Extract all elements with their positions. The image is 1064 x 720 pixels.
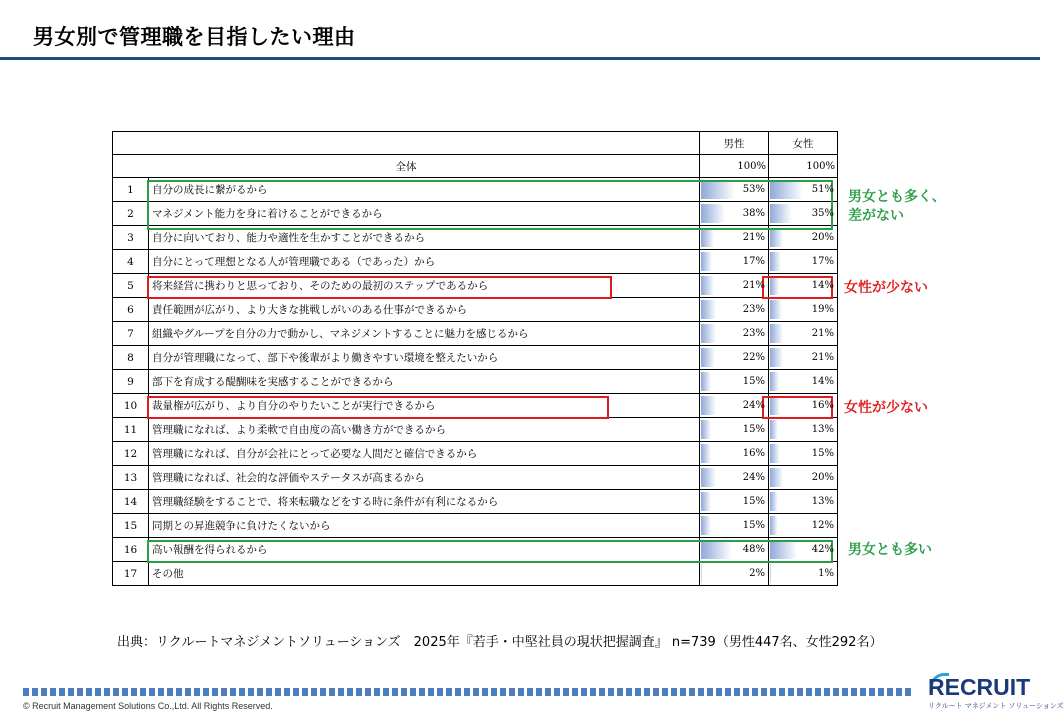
male-percent-label: 24% bbox=[742, 472, 765, 483]
highlight-box-row-5-label bbox=[147, 276, 612, 299]
female-bar bbox=[770, 516, 778, 535]
male-value-cell bbox=[700, 442, 769, 466]
row-number: 1 bbox=[113, 178, 149, 202]
row-number: 8 bbox=[113, 346, 149, 370]
table-row bbox=[113, 346, 838, 370]
female-value-cell bbox=[769, 346, 838, 370]
row-number: 12 bbox=[113, 442, 149, 466]
female-bar bbox=[770, 348, 783, 367]
logo-subtext: リクルート マネジメント ソリューションズ bbox=[928, 703, 1064, 710]
female-percent-label: 13% bbox=[811, 424, 834, 435]
source-note: 出典：リクルートマネジメントソリューションズ 2025年『若手・中堅社員の現状把握調査』 n=739（男性447名、女性292名） bbox=[117, 635, 883, 650]
male-bar bbox=[701, 492, 711, 511]
male-bar bbox=[701, 348, 715, 367]
female-percent-label: 21% bbox=[811, 352, 834, 363]
row-label: 自分が管理職になって、部下や後輩がより働きやすい環境を整えたいから bbox=[149, 346, 700, 370]
female-value-cell bbox=[769, 562, 838, 586]
male-value-cell bbox=[700, 394, 769, 418]
copyright-text: © Recruit Management Solutions Co.,Ltd. All Rights Reserved. bbox=[23, 701, 273, 711]
row-label: 組織やグループを自分の力で動かし、マネジメントすることに魅力を感じるから bbox=[149, 322, 700, 346]
male-bar bbox=[701, 444, 711, 463]
row-number: 3 bbox=[113, 226, 149, 250]
male-bar bbox=[701, 564, 702, 583]
row-number: 10 bbox=[113, 394, 149, 418]
female-percent-label: 35% bbox=[811, 208, 834, 219]
male-percent-label: 21% bbox=[742, 232, 765, 243]
annotation-female-low-10: 女性が少ない bbox=[844, 400, 928, 416]
female-bar bbox=[770, 492, 778, 511]
table-row bbox=[113, 442, 838, 466]
table-row bbox=[113, 490, 838, 514]
male-bar bbox=[701, 516, 711, 535]
row-label: 管理職になれば、社会的な評価やステータスが高まるから bbox=[149, 466, 700, 490]
row-label: 管理職経験をすることで、将来転職などをする時に条件が有利になるから bbox=[149, 490, 700, 514]
male-percent-label: 15% bbox=[742, 520, 765, 531]
male-bar bbox=[701, 276, 714, 295]
female-percent-label: 20% bbox=[811, 472, 834, 483]
row-number: 15 bbox=[113, 514, 149, 538]
male-bar bbox=[701, 324, 716, 343]
female-percent-label: 12% bbox=[811, 520, 834, 531]
female-bar bbox=[770, 444, 780, 463]
male-bar bbox=[701, 228, 714, 247]
row-label: マネジメント能力を身に着けることができるから bbox=[149, 202, 700, 226]
table-row bbox=[113, 298, 838, 322]
female-percent-label: 13% bbox=[811, 496, 834, 507]
male-bar bbox=[701, 468, 716, 487]
male-percent-label: 21% bbox=[742, 280, 765, 291]
female-value-cell bbox=[769, 490, 838, 514]
table-row bbox=[113, 370, 838, 394]
page-title: 男女別で管理職を目指したい理由 bbox=[33, 25, 356, 49]
male-percent-label: 48% bbox=[742, 544, 765, 555]
male-percent-label: 15% bbox=[742, 496, 765, 507]
female-bar bbox=[770, 324, 783, 343]
highlight-box-row-16 bbox=[147, 540, 833, 563]
row-label: 裁量権が広がり、より自分のやりたいことが実行できるから bbox=[149, 394, 700, 418]
table-row bbox=[113, 466, 838, 490]
female-bar bbox=[770, 228, 783, 247]
row-number: 16 bbox=[113, 538, 149, 562]
male-value-cell bbox=[700, 322, 769, 346]
female-percent-label: 21% bbox=[811, 328, 834, 339]
male-value-cell bbox=[700, 250, 769, 274]
row-label: 管理職になれば、より柔軟で自由度の高い働き方ができるから bbox=[149, 418, 700, 442]
row-number: 4 bbox=[113, 250, 149, 274]
female-value-cell bbox=[769, 442, 838, 466]
header-blank bbox=[113, 132, 700, 155]
male-percent-label: 17% bbox=[742, 256, 765, 267]
male-percent-label: 38% bbox=[742, 208, 765, 219]
row-number: 7 bbox=[113, 322, 149, 346]
male-percent-label: 23% bbox=[742, 304, 765, 315]
row-label: 部下を育成する醍醐味を実感することができるから bbox=[149, 370, 700, 394]
male-value-cell bbox=[700, 298, 769, 322]
annotation-both-high: 男女とも多い bbox=[848, 542, 932, 558]
female-percent-label: 1% bbox=[818, 568, 834, 579]
row-label: 同期との昇進競争に負けたくないから bbox=[149, 514, 700, 538]
row-label: 自分に向いており、能力や適性を生かすことができるから bbox=[149, 226, 700, 250]
table-row bbox=[113, 418, 838, 442]
row-number: 13 bbox=[113, 466, 149, 490]
row-number: 9 bbox=[113, 370, 149, 394]
row-label: 責任範囲が広がり、より大きな挑戦しがいのある仕事ができるから bbox=[149, 298, 700, 322]
row-label: その他 bbox=[149, 562, 700, 586]
overall-female-value: 100% bbox=[769, 155, 838, 178]
footer-dot-bar bbox=[23, 688, 913, 696]
female-percent-label: 19% bbox=[811, 304, 834, 315]
male-value-cell bbox=[700, 346, 769, 370]
male-value-cell bbox=[700, 514, 769, 538]
male-value-cell bbox=[700, 274, 769, 298]
male-percent-label: 16% bbox=[742, 448, 765, 459]
highlight-box-rows-1-2 bbox=[147, 180, 833, 230]
male-value-cell bbox=[700, 490, 769, 514]
female-value-cell bbox=[769, 514, 838, 538]
overall-label: 全体 bbox=[113, 155, 700, 178]
annotation-similar-high: 男女とも多く、 差がない bbox=[848, 189, 946, 224]
table-row bbox=[113, 514, 838, 538]
recruit-logo bbox=[928, 674, 1064, 715]
header-row bbox=[113, 132, 838, 155]
row-number: 11 bbox=[113, 418, 149, 442]
table-row bbox=[113, 250, 838, 274]
female-percent-label: 16% bbox=[811, 400, 834, 411]
male-percent-label: 24% bbox=[742, 400, 765, 411]
female-value-cell bbox=[769, 370, 838, 394]
table-row bbox=[113, 562, 838, 586]
header-female: 女性 bbox=[769, 132, 838, 155]
male-bar bbox=[701, 420, 711, 439]
female-value-cell bbox=[769, 466, 838, 490]
female-value-cell bbox=[769, 250, 838, 274]
row-label: 高い報酬を得られるから bbox=[149, 538, 700, 562]
female-bar bbox=[770, 252, 781, 271]
male-bar bbox=[701, 300, 716, 319]
female-value-cell bbox=[769, 418, 838, 442]
row-number: 17 bbox=[113, 562, 149, 586]
male-percent-label: 53% bbox=[742, 184, 765, 195]
male-bar bbox=[701, 252, 712, 271]
female-percent-label: 15% bbox=[811, 448, 834, 459]
female-bar bbox=[770, 300, 782, 319]
annotation-female-low-5: 女性が少ない bbox=[844, 280, 928, 296]
male-bar bbox=[701, 396, 716, 415]
row-label: 自分の成長に繋がるから bbox=[149, 178, 700, 202]
logo-wordmark: RECRUIT bbox=[928, 674, 1031, 700]
male-value-cell bbox=[700, 418, 769, 442]
male-percent-label: 15% bbox=[742, 424, 765, 435]
female-value-cell bbox=[769, 322, 838, 346]
male-percent-label: 2% bbox=[749, 568, 765, 579]
male-value-cell bbox=[700, 466, 769, 490]
row-number: 5 bbox=[113, 274, 149, 298]
male-percent-label: 22% bbox=[742, 352, 765, 363]
row-label: 将来経営に携わりと思っており、そのための最初のステップであるから bbox=[149, 274, 700, 298]
male-value-cell bbox=[700, 370, 769, 394]
row-number: 14 bbox=[113, 490, 149, 514]
female-percent-label: 20% bbox=[811, 232, 834, 243]
female-bar bbox=[770, 564, 771, 583]
overall-male-value: 100% bbox=[700, 155, 769, 178]
table-row bbox=[113, 322, 838, 346]
row-number: 6 bbox=[113, 298, 149, 322]
female-percent-label: 17% bbox=[811, 256, 834, 267]
female-percent-label: 51% bbox=[811, 184, 834, 195]
female-bar bbox=[770, 372, 779, 391]
title-rule bbox=[0, 57, 1040, 60]
header-male: 男性 bbox=[700, 132, 769, 155]
female-percent-label: 14% bbox=[811, 376, 834, 387]
male-bar bbox=[701, 372, 711, 391]
row-label: 自分にとって理想となる人が管理職である（であった）から bbox=[149, 250, 700, 274]
row-number: 2 bbox=[113, 202, 149, 226]
female-bar bbox=[770, 420, 778, 439]
female-bar bbox=[770, 468, 783, 487]
overall-row bbox=[113, 155, 838, 178]
highlight-box-row-10-label bbox=[147, 396, 609, 419]
female-percent-label: 14% bbox=[811, 280, 834, 291]
male-percent-label: 15% bbox=[742, 376, 765, 387]
male-percent-label: 23% bbox=[742, 328, 765, 339]
male-value-cell bbox=[700, 562, 769, 586]
female-value-cell bbox=[769, 298, 838, 322]
female-percent-label: 42% bbox=[811, 544, 834, 555]
row-label: 管理職になれば、自分が会社にとって必要な人間だと確信できるから bbox=[149, 442, 700, 466]
